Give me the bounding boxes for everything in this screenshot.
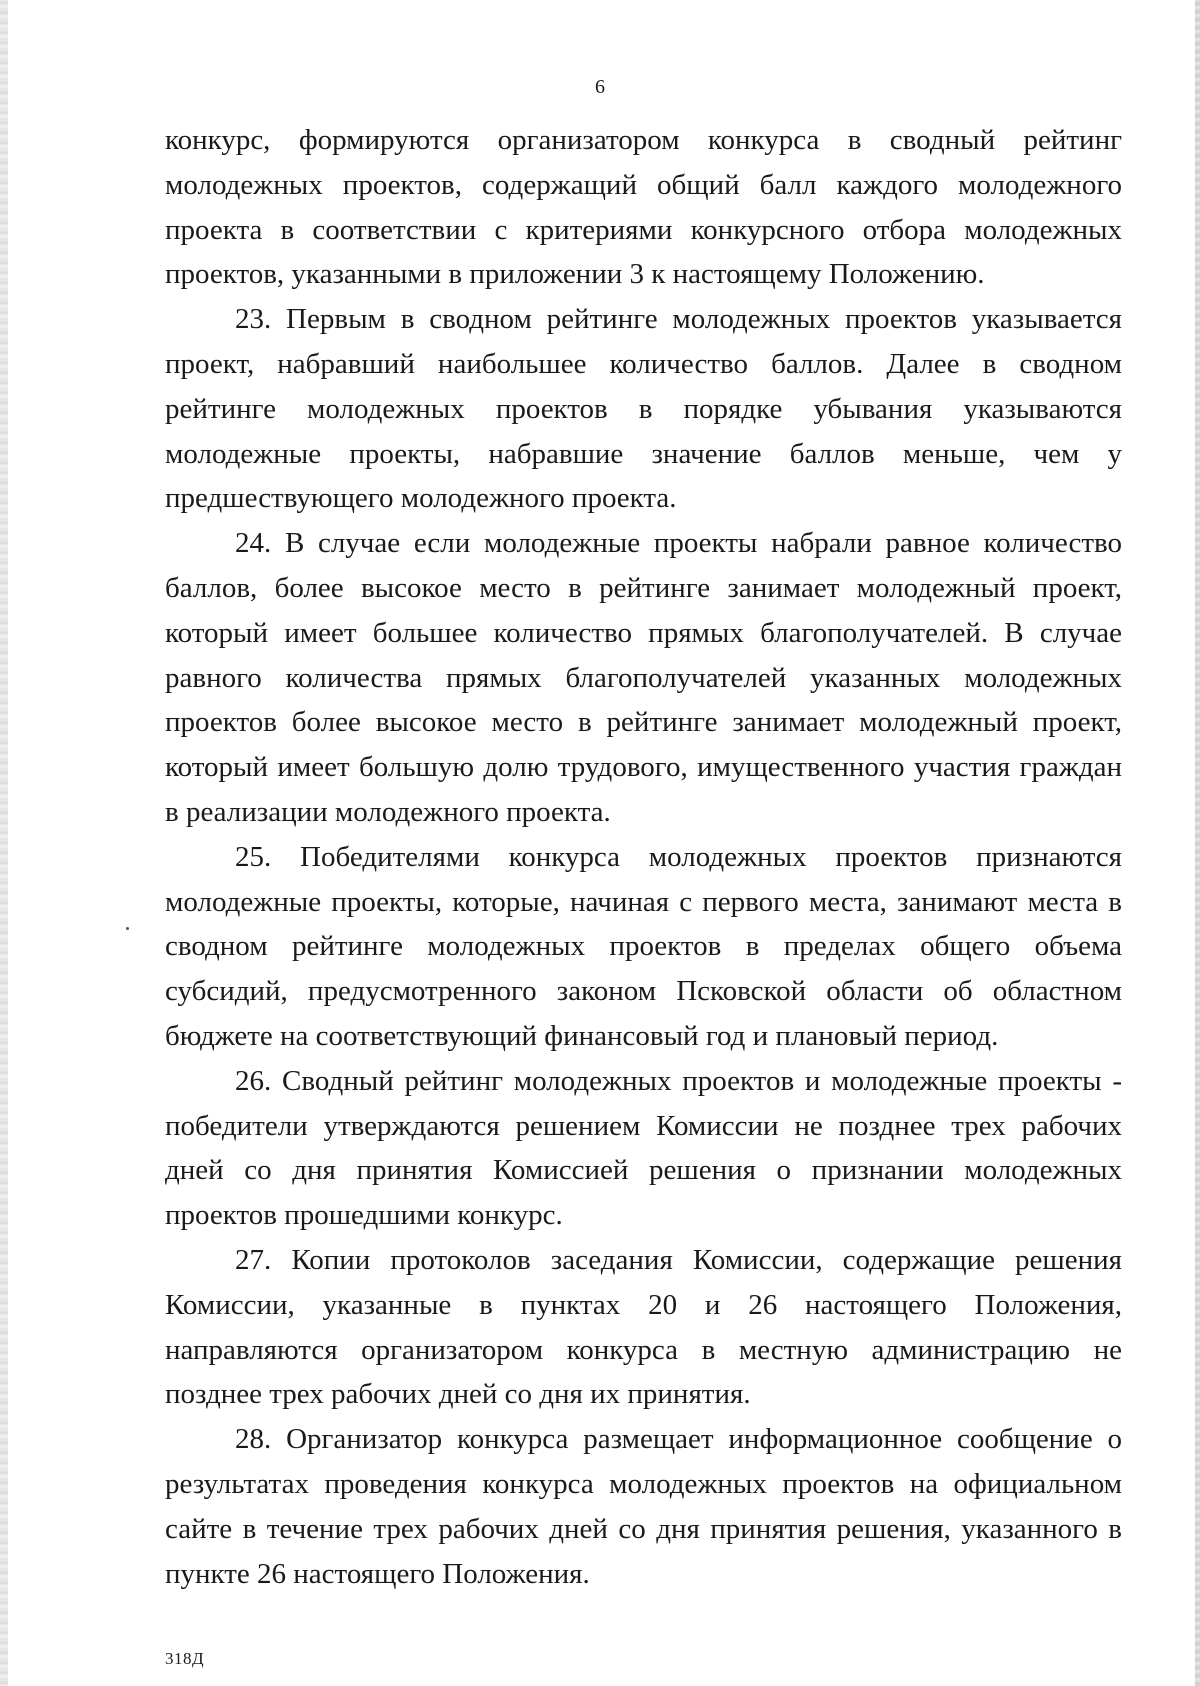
paragraph-item-25: 25. Победителями конкурса молодежных проектов признаются молодежные проекты, которые, начиная с первого места, занимают места в сводном рейтинге молодежных проектов в пределах общего объема субсидий, предусмотренного законом Псковской области об областном бюджете на соответствующий финансовый год и плановый период. xyxy=(165,840,1122,1052)
document-body xyxy=(165,118,1122,1596)
paragraph-continuation: конкурс, формируются организатором конкурса в сводный рейтинг молодежных проектов, содержащий общий балл каждого молодежного проекта в соответствии с критериями конкурсного отбора молодежных проектов, указанными в приложении 3 к настоящему Положению. xyxy=(165,124,1122,291)
document-code: 318Д xyxy=(165,1649,205,1668)
paragraph-item-23: 23. Первым в сводном рейтинге молодежных проектов указывается проект, набравший наибольшее количество баллов. Далее в сводном рейтинге молодежных проектов в порядке убывания указываются молодежные проекты, набравшие значение баллов меньше, чем у предшествующего молодежного проекта. xyxy=(165,303,1122,515)
paragraph-item-27: 27. Копии протоколов заседания Комиссии, содержащие решения Комиссии, указанные в пунктах 20 и 26 настоящего Положения, направляются организатором конкурса в местную администрацию не позднее трех рабочих дней со дня их принятия. xyxy=(165,1243,1122,1411)
scan-speck xyxy=(126,927,129,930)
page-number: 6 xyxy=(595,76,605,98)
scan-edge-right xyxy=(1195,0,1200,1686)
paragraph-item-28: 28. Организатор конкурса размещает информационное сообщение о результатах проведения конкурса молодежных проектов на официальном сайте в течение трех рабочих дней со дня принятия решения, указанного в пункте 26 настоящего Положения. xyxy=(165,1423,1122,1590)
paragraph-item-24: 24. В случае если молодежные проекты набрали равное количество баллов, более высокое место в рейтинге занимает молодежный проект, который имеет большее количество прямых благополучателей. В случае равного количества прямых благополучателей указанных молодежных проектов более высокое место в рейтинге занимает молодежный проект, который имеет большую долю трудового, имущественного участия граждан в реализации молодежного проекта. xyxy=(165,527,1122,828)
paragraph-item-26: 26. Сводный рейтинг молодежных проектов и молодежные проекты - победители утверждаются решением Комиссии не позднее трех рабочих дней со дня принятия Комиссией решения о признании молодежных проектов прошедшими конкурс. xyxy=(165,1064,1122,1232)
scan-edge-left xyxy=(0,0,8,1686)
